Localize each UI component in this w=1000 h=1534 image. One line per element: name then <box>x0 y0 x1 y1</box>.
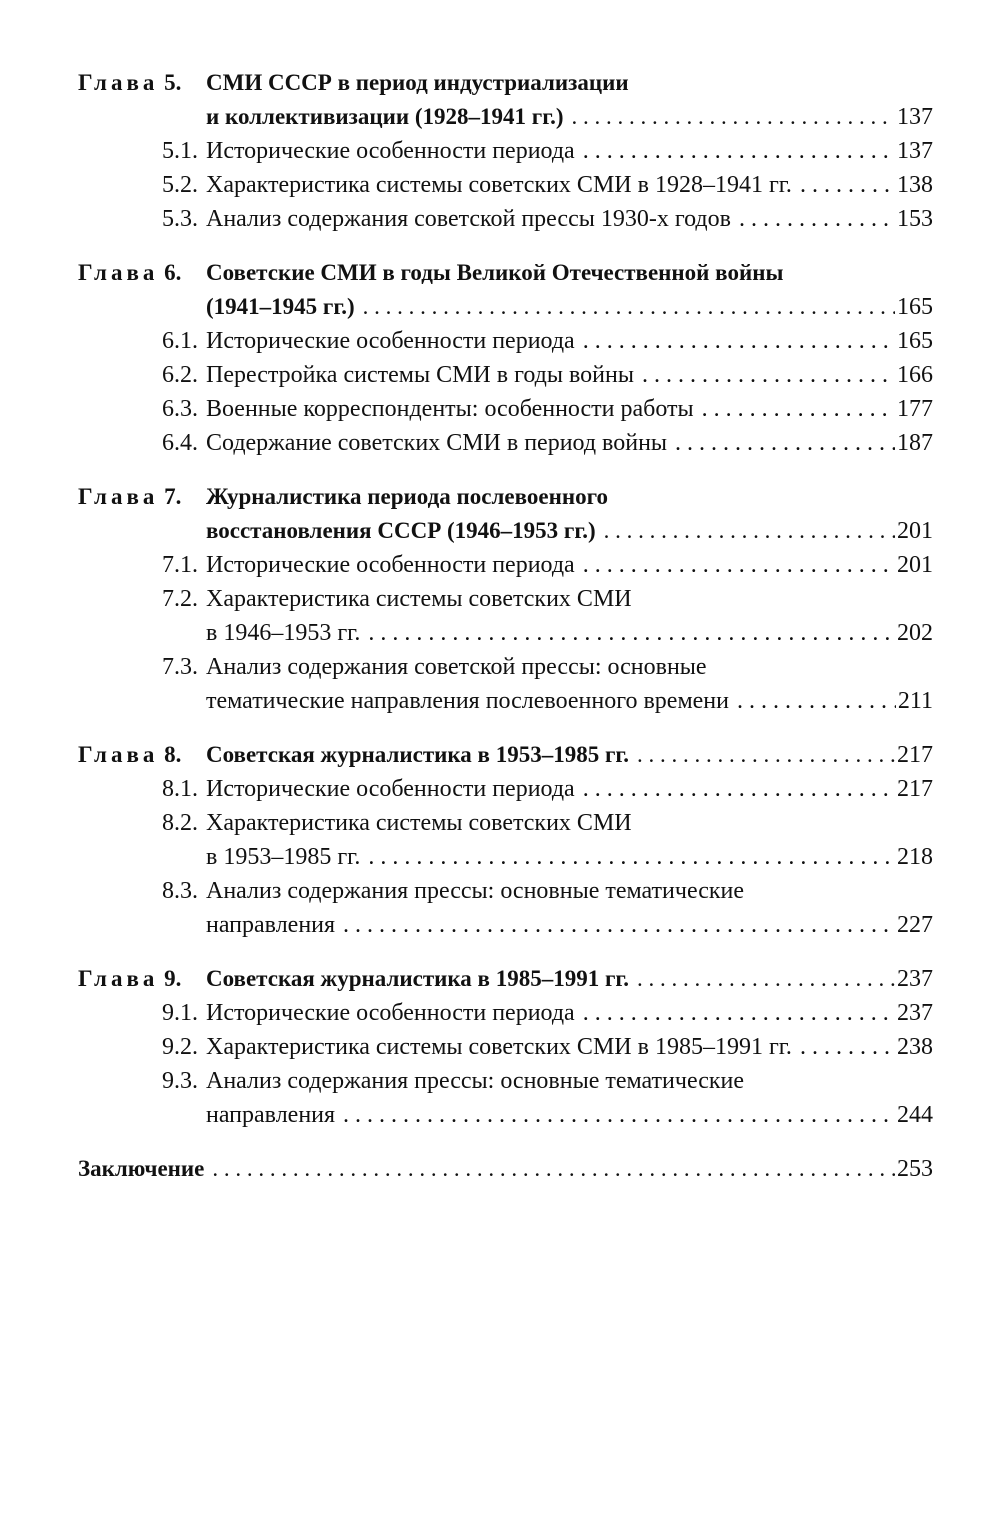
chapter-word: Глава <box>78 70 159 95</box>
section-title-last-line <box>206 908 933 942</box>
section-title-last-line <box>206 168 933 202</box>
chapter-title <box>206 738 933 772</box>
section-title <box>206 358 933 392</box>
chapter-title-line: Журналистика периода послевоенного <box>206 484 608 509</box>
section-title-last-line <box>206 426 933 460</box>
section-title <box>206 392 933 426</box>
section-title-last-line <box>206 996 933 1030</box>
toc-entry[interactable] <box>78 202 933 236</box>
page-number: 217 <box>897 776 933 802</box>
dot-leader <box>583 996 895 1030</box>
page-number: 253 <box>897 1156 933 1182</box>
dot-leader <box>363 290 895 324</box>
section-number: 6.1. <box>162 328 198 354</box>
page-number: 153 <box>897 206 933 232</box>
chapter-word: Глава <box>78 966 159 991</box>
section-title <box>206 548 933 582</box>
chapter-heading[interactable] <box>78 256 933 324</box>
section-title-last-line <box>206 616 933 650</box>
chapter-heading[interactable] <box>78 738 933 772</box>
section-title-text: Характеристика системы советских СМИ в 1928–1941 гг. <box>206 172 792 198</box>
section-title-last-line <box>206 358 933 392</box>
section-title <box>206 324 933 358</box>
chapter-title-text: и коллективизации (1928–1941 гг.) <box>206 104 564 129</box>
section-title <box>206 202 933 236</box>
page-number: 238 <box>897 1034 933 1060</box>
page-number: 201 <box>897 552 933 578</box>
chapter-block <box>78 66 933 236</box>
chapter-title-text: Советская журналистика в 1953–1985 гг. <box>206 742 630 767</box>
dot-leader <box>572 100 896 134</box>
chapter-title <box>206 256 933 324</box>
dot-leader <box>739 202 895 236</box>
toc-entry[interactable] <box>78 650 933 718</box>
chapter-title-text: восстановления СССР (1946–1953 гг.) <box>206 518 596 543</box>
section-number: 7.2. <box>162 586 198 612</box>
section-number: 5.2. <box>162 172 198 198</box>
section-title-text: Содержание советских СМИ в период войны <box>206 430 668 456</box>
section-number: 5.3. <box>162 206 198 232</box>
dot-leader <box>583 772 895 806</box>
page-number: 137 <box>897 138 933 164</box>
chapter-title <box>206 480 933 548</box>
section-title-last-line <box>206 772 933 806</box>
dot-leader <box>343 1098 895 1132</box>
chapter-number: 6. <box>164 260 182 285</box>
section-number: 8.1. <box>162 776 198 802</box>
toc-entry[interactable] <box>78 806 933 874</box>
section-title-line: Анализ содержания прессы: основные тематические <box>206 1068 745 1094</box>
toc-entry[interactable] <box>78 1064 933 1132</box>
section-title-last-line <box>206 840 933 874</box>
section-title <box>206 650 933 718</box>
section-title-text: Военные корреспонденты: особенности работы <box>206 396 694 422</box>
section-title <box>206 582 933 650</box>
page-number: 237 <box>897 1000 933 1026</box>
chapter-label <box>78 480 206 514</box>
section-title <box>206 996 933 1030</box>
section-title-last-line <box>206 684 933 718</box>
dot-leader <box>583 324 895 358</box>
chapter-block <box>78 962 933 1132</box>
section-title-text: Исторические особенности периода <box>206 1000 575 1026</box>
chapter-heading[interactable] <box>78 66 933 134</box>
chapter-title-line: СМИ СССР в период индустриализации <box>206 70 629 95</box>
dot-leader <box>583 548 895 582</box>
section-title-text: направления <box>206 1102 336 1128</box>
section-number: 7.1. <box>162 552 198 578</box>
chapter-number: 5. <box>164 70 182 95</box>
page-number: 177 <box>897 396 933 422</box>
page-number: 137 <box>897 104 933 130</box>
section-title-text: Анализ содержания советской прессы 1930-х годов <box>206 206 731 232</box>
chapter-label <box>78 256 206 290</box>
page-number: 165 <box>897 328 933 354</box>
page-number: 227 <box>897 912 933 938</box>
section-title-text: Исторические особенности периода <box>206 138 575 164</box>
section-title-line: Характеристика системы советских СМИ <box>206 810 632 836</box>
section-number: 9.1. <box>162 1000 198 1026</box>
toc-entry[interactable] <box>78 1030 933 1064</box>
toc-entry[interactable] <box>78 874 933 942</box>
section-title <box>206 874 933 942</box>
dot-leader <box>583 134 895 168</box>
section-title-text: тематические направления послевоенного времени <box>206 688 729 714</box>
toc-entry[interactable] <box>78 168 933 202</box>
section-title-line: Анализ содержания советской прессы: основные <box>206 654 707 680</box>
toc-entry[interactable] <box>78 324 933 358</box>
chapter-word: Глава <box>78 484 159 509</box>
section-title <box>206 1030 933 1064</box>
chapter-title-last-line <box>206 100 933 134</box>
chapter-title-text: Советская журналистика в 1985–1991 гг. <box>206 966 630 991</box>
section-title-text: Исторические особенности периода <box>206 552 575 578</box>
section-title-text: направления <box>206 912 336 938</box>
chapter-number: 7. <box>164 484 182 509</box>
dot-leader <box>637 962 895 996</box>
dot-leader <box>604 514 895 548</box>
page-number: 166 <box>897 362 933 388</box>
section-title-text: Исторические особенности периода <box>206 328 575 354</box>
chapter-heading[interactable] <box>78 480 933 548</box>
chapter-number: 9. <box>164 966 182 991</box>
section-title-last-line <box>206 202 933 236</box>
section-title <box>206 134 933 168</box>
chapter-heading[interactable] <box>78 962 933 996</box>
chapter-number: 8. <box>164 742 182 767</box>
dot-leader <box>800 168 895 202</box>
table-of-contents <box>78 66 933 1186</box>
toc-entry[interactable] <box>78 134 933 168</box>
section-number: 8.2. <box>162 810 198 836</box>
section-number: 8.3. <box>162 878 198 904</box>
section-title-text: Перестройка системы СМИ в годы войны <box>206 362 634 388</box>
dot-leader <box>637 738 895 772</box>
section-number: 5.1. <box>162 138 198 164</box>
page-number: 187 <box>897 430 933 456</box>
section-title-last-line <box>206 392 933 426</box>
section-title-text: в 1953–1985 гг. <box>206 844 361 870</box>
section-number: 6.4. <box>162 430 198 456</box>
chapter-block <box>78 480 933 718</box>
page-number: 165 <box>897 294 933 320</box>
page-number: 237 <box>897 966 933 992</box>
page-number: 201 <box>897 518 933 544</box>
chapter-title-last-line <box>206 962 933 996</box>
section-title-line: Характеристика системы советских СМИ <box>206 586 632 612</box>
page-number: 244 <box>897 1102 933 1128</box>
section-title-last-line <box>206 1030 933 1064</box>
dot-leader <box>368 840 895 874</box>
chapter-title-last-line <box>206 290 933 324</box>
section-title <box>206 806 933 874</box>
chapter-label <box>78 738 206 772</box>
conclusion-title: Заключение <box>78 1156 205 1181</box>
chapter-word: Глава <box>78 260 159 285</box>
section-title <box>206 1064 933 1132</box>
page-number: 211 <box>897 688 933 714</box>
section-title-last-line <box>206 548 933 582</box>
section-title-line: Анализ содержания прессы: основные тематические <box>206 878 745 904</box>
section-number: 9.2. <box>162 1034 198 1060</box>
toc-entry[interactable] <box>78 996 933 1030</box>
dot-leader <box>702 392 895 426</box>
chapter-label <box>78 66 206 100</box>
page-number: 218 <box>897 844 933 870</box>
toc-entry[interactable] <box>78 392 933 426</box>
toc-entry[interactable] <box>78 358 933 392</box>
conclusion-entry[interactable] <box>78 1152 933 1186</box>
chapter-block <box>78 738 933 942</box>
chapter-title-text: (1941–1945 гг.) <box>206 294 355 319</box>
section-title <box>206 772 933 806</box>
section-title-text: Характеристика системы советских СМИ в 1985–1991 гг. <box>206 1034 792 1060</box>
page-number: 138 <box>897 172 933 198</box>
section-title-last-line <box>206 134 933 168</box>
section-title-text: Исторические особенности периода <box>206 776 575 802</box>
section-number: 6.2. <box>162 362 198 388</box>
toc-entry[interactable] <box>78 582 933 650</box>
section-number: 9.3. <box>162 1068 198 1094</box>
chapter-word: Глава <box>78 742 159 767</box>
chapter-title <box>206 66 933 134</box>
dot-leader <box>675 426 895 460</box>
dot-leader <box>368 616 895 650</box>
chapter-title-last-line <box>206 514 933 548</box>
section-number: 6.3. <box>162 396 198 422</box>
dot-leader <box>343 908 895 942</box>
toc-entry[interactable] <box>78 548 933 582</box>
chapter-title-line: Советские СМИ в годы Великой Отечественной войны <box>206 260 784 285</box>
section-title-text: в 1946–1953 гг. <box>206 620 361 646</box>
chapter-title <box>206 962 933 996</box>
chapter-label <box>78 962 206 996</box>
dot-leader <box>737 684 896 718</box>
chapter-title-last-line <box>206 738 933 772</box>
chapter-block <box>78 256 933 460</box>
dot-leader <box>800 1030 895 1064</box>
dot-leader <box>212 1152 895 1186</box>
section-title-last-line <box>206 1098 933 1132</box>
page-number: 202 <box>897 620 933 646</box>
section-title <box>206 168 933 202</box>
page-number: 217 <box>897 742 933 768</box>
section-title-last-line <box>206 324 933 358</box>
dot-leader <box>642 358 895 392</box>
toc-entry[interactable] <box>78 426 933 460</box>
toc-entry[interactable] <box>78 772 933 806</box>
section-title <box>206 426 933 460</box>
section-number: 7.3. <box>162 654 198 680</box>
